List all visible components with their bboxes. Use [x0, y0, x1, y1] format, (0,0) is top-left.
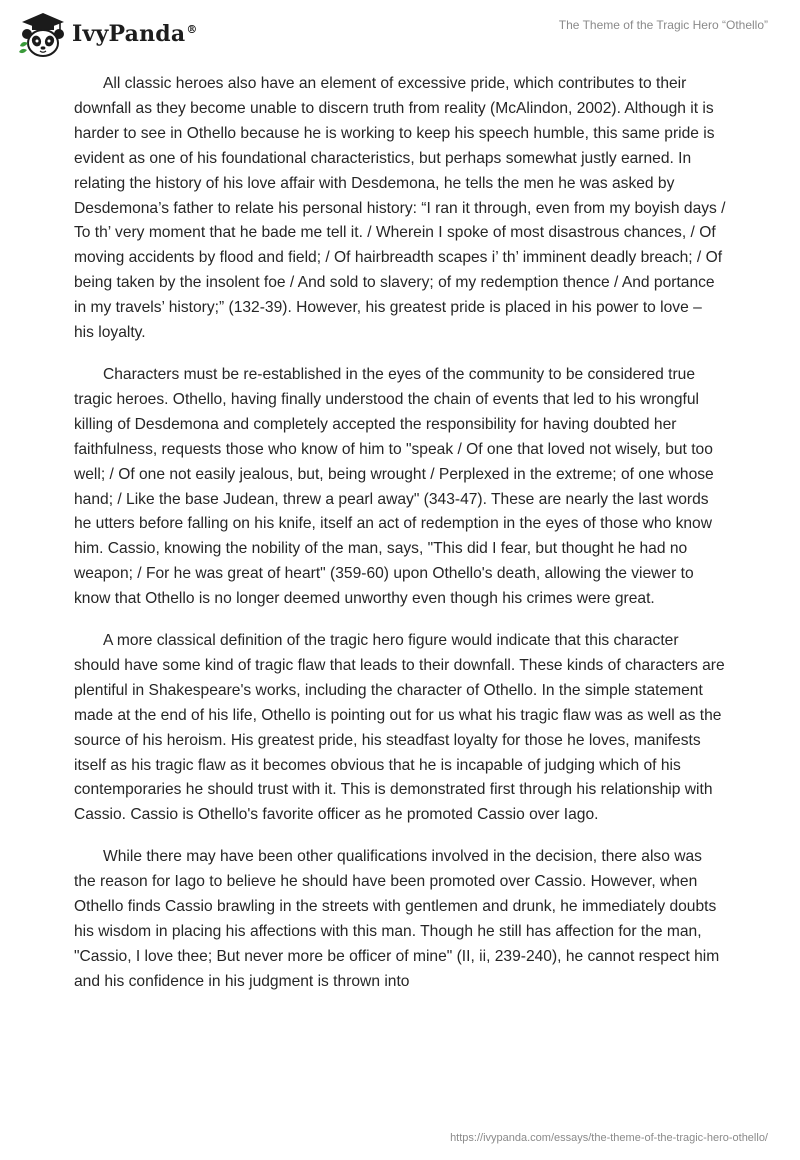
brand-name: IvyPanda®	[72, 21, 198, 47]
brand-registered-mark: ®	[186, 22, 198, 36]
essay-paragraph: Characters must be re-established in the eyes of the community to be considered true tragic heroes. Othello, having finally understood the chain of events that led to his wrongful killing of Desdemona and completely accepted the responsibility for having doubted her faithfulness, requests those who know of him to "speak / Of one that loved not wisely, but too well; / Of one not easily jealous, but, being wrought / Perplexed in the extreme; of one whose hand; / Like the base Judean, threw a pearl away" (343-47). These are nearly the last words he utters before falling on his knife, itself an act of redemption in the eyes of those who know him. Cassio, knowing the nobility of the man, says, "This did I fear, but thought he had no weapon; / For he was great of heart" (359-60) upon Othello's death, allowing the viewer to know that Othello is no longer deemed unworthy even though his crimes were great.	[74, 365, 714, 608]
page-header	[0, 0, 800, 70]
document-title: The Theme of the Tragic Hero “Othello”	[558, 18, 768, 32]
essay-paragraph: While there may have been other qualifications involved in the decision, there also was the reason for Iago to believe he should have been promoted over Cassio. However, when Othello finds Cassio brawling in the streets with gentlemen and drunk, he immediately doubts his wisdom in placing his affections with this man. Though he still has affection for the man, "Cassio, I love thee; But never more be officer of mine" (II, ii, 239-240), he cannot respect him and his confidence in his judgment is thrown into	[74, 848, 720, 990]
essay-body	[74, 72, 726, 1012]
panda-graduation-cap-logo-icon	[16, 10, 68, 58]
ivypanda-logo[interactable]	[16, 10, 198, 58]
source-url[interactable]: https://ivypanda.com/essays/the-theme-of-the-tragic-hero-othello/	[450, 1132, 768, 1144]
essay-paragraph: All classic heroes also have an element of excessive pride, which contributes to their downfall as they become unable to discern truth from reality (McAlindon, 2002). Although it is harder to see in Othello because he is working to keep his speech humble, this same pride is evident as one of his foundational characteristics, but perhaps somewhat justly earned. In relating the history of his love affair with Desdemona, he tells the men he was asked by Desdemona’s father to relate his personal history: “I ran it through, even from my boyish days / To th’ very moment that he bade me tell it. / Wherein I spoke of most disastrous chances, / Of moving accidents by flood and field; / Of hairbreadth scapes i’ th’ imminent deadly breach; / Of being taken by the insolent foe / And sold to slavery; of my redemption thence / And portance in my travels’ history;” (132-39). However, his greatest pride is placed in his power to love – his loyalty.	[74, 75, 726, 342]
essay-paragraph: A more classical definition of the tragic hero figure would indicate that this character should have some kind of tragic flaw that leads to their downfall. These kinds of characters are plentiful in Shakespeare's works, including the character of Othello. In the simple statement made at the end of his life, Othello is pointing out for us what his tragic flaw was as well as the source of his heroism. His greatest pride, his steadfast loyalty for those he loves, manifests itself as his tragic flaw as it becomes obvious that he is incapable of judging which of his contemporaries he should trust with it. This is demonstrated first through his relationship with Cassio. Cassio is Othello's favorite officer as he promoted Cassio over Iago.	[74, 632, 725, 824]
